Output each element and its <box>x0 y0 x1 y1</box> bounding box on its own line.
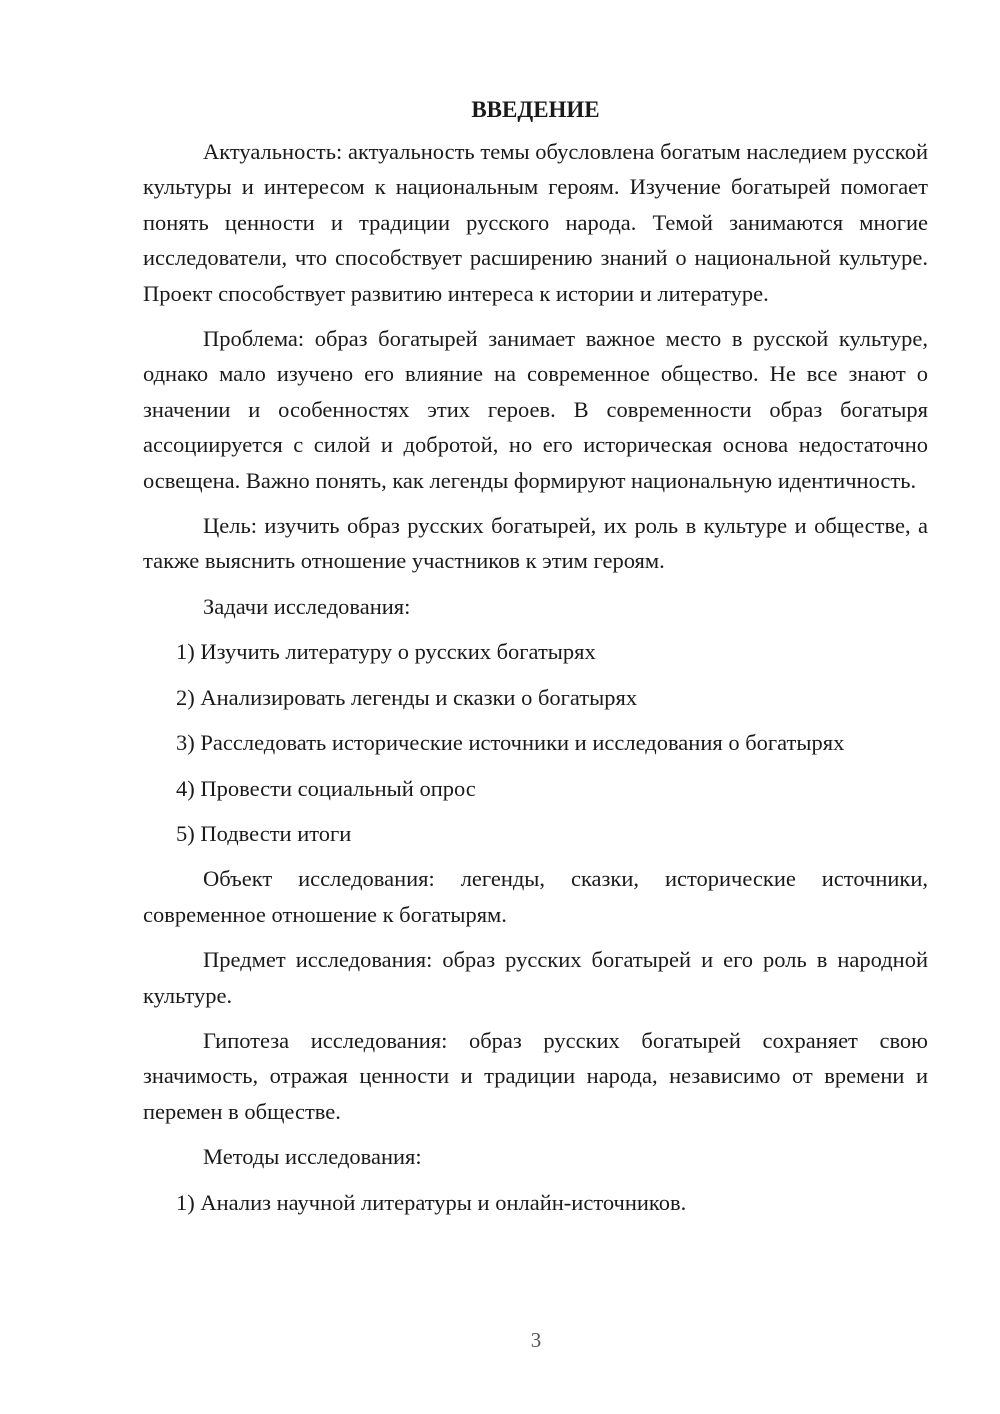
subject-paragraph: Предмет исследования: образ русских богатырей и его роль в народной культуре. <box>143 947 928 1008</box>
object-paragraph: Объект исследования: легенды, сказки, исторические источники, современное отношение к богатырям. <box>143 866 928 927</box>
task-item: 2) Анализировать легенды и сказки о богатырях <box>176 684 638 710</box>
task-item: 4) Провести социальный опрос <box>176 775 476 801</box>
task-item: 3) Расследовать исторические источники и исследования о богатырях <box>176 730 845 756</box>
task-item: 5) Подвести итоги <box>176 820 352 846</box>
page-number: 3 <box>530 1328 542 1352</box>
problem-paragraph: Проблема: образ богатырей занимает важное место в русской культуре, однако мало изучено его влияние на современное общество. Не все знают о значении и особенностях этих героев. В современности образ богатыря ассоциируется с силой и добротой, но его историческая основа недостаточно освещена. Важно понять, как легенды формируют национальную идентичность. <box>143 326 928 493</box>
relevance-paragraph: Актуальность: актуальность темы обусловлена богатым наследием русской культуры и интересом к национальным героям. Изучение богатырей помогает понять ценности и традиции русского народа. Темой занимаются многие исследователи, что способствует расширению знаний о национальной культуре. Проект способствует развитию интереса к истории и литературе. <box>143 139 928 306</box>
method-item: 1) Анализ научной литературы и онлайн-источников. <box>176 1189 687 1215</box>
methods-list <box>143 1185 928 1220</box>
goal-paragraph: Цель: изучить образ русских богатырей, их роль в культуре и обществе, а также выяснить отношение участников к этим героям. <box>143 513 928 574</box>
tasks-heading: Задачи исследования: <box>203 593 411 619</box>
methods-heading: Методы исследования: <box>203 1144 422 1170</box>
task-item: 1) Изучить литературу о русских богатырях <box>176 639 596 665</box>
hypothesis-paragraph: Гипотеза исследования: образ русских богатырей сохраняет свою значимость, отражая ценности и традиции народа, независимо от времени и перемен в обществе. <box>143 1027 928 1124</box>
page-title: ВВЕДЕНИЕ <box>471 97 600 122</box>
tasks-list <box>143 634 928 851</box>
page-content <box>143 92 928 1230</box>
